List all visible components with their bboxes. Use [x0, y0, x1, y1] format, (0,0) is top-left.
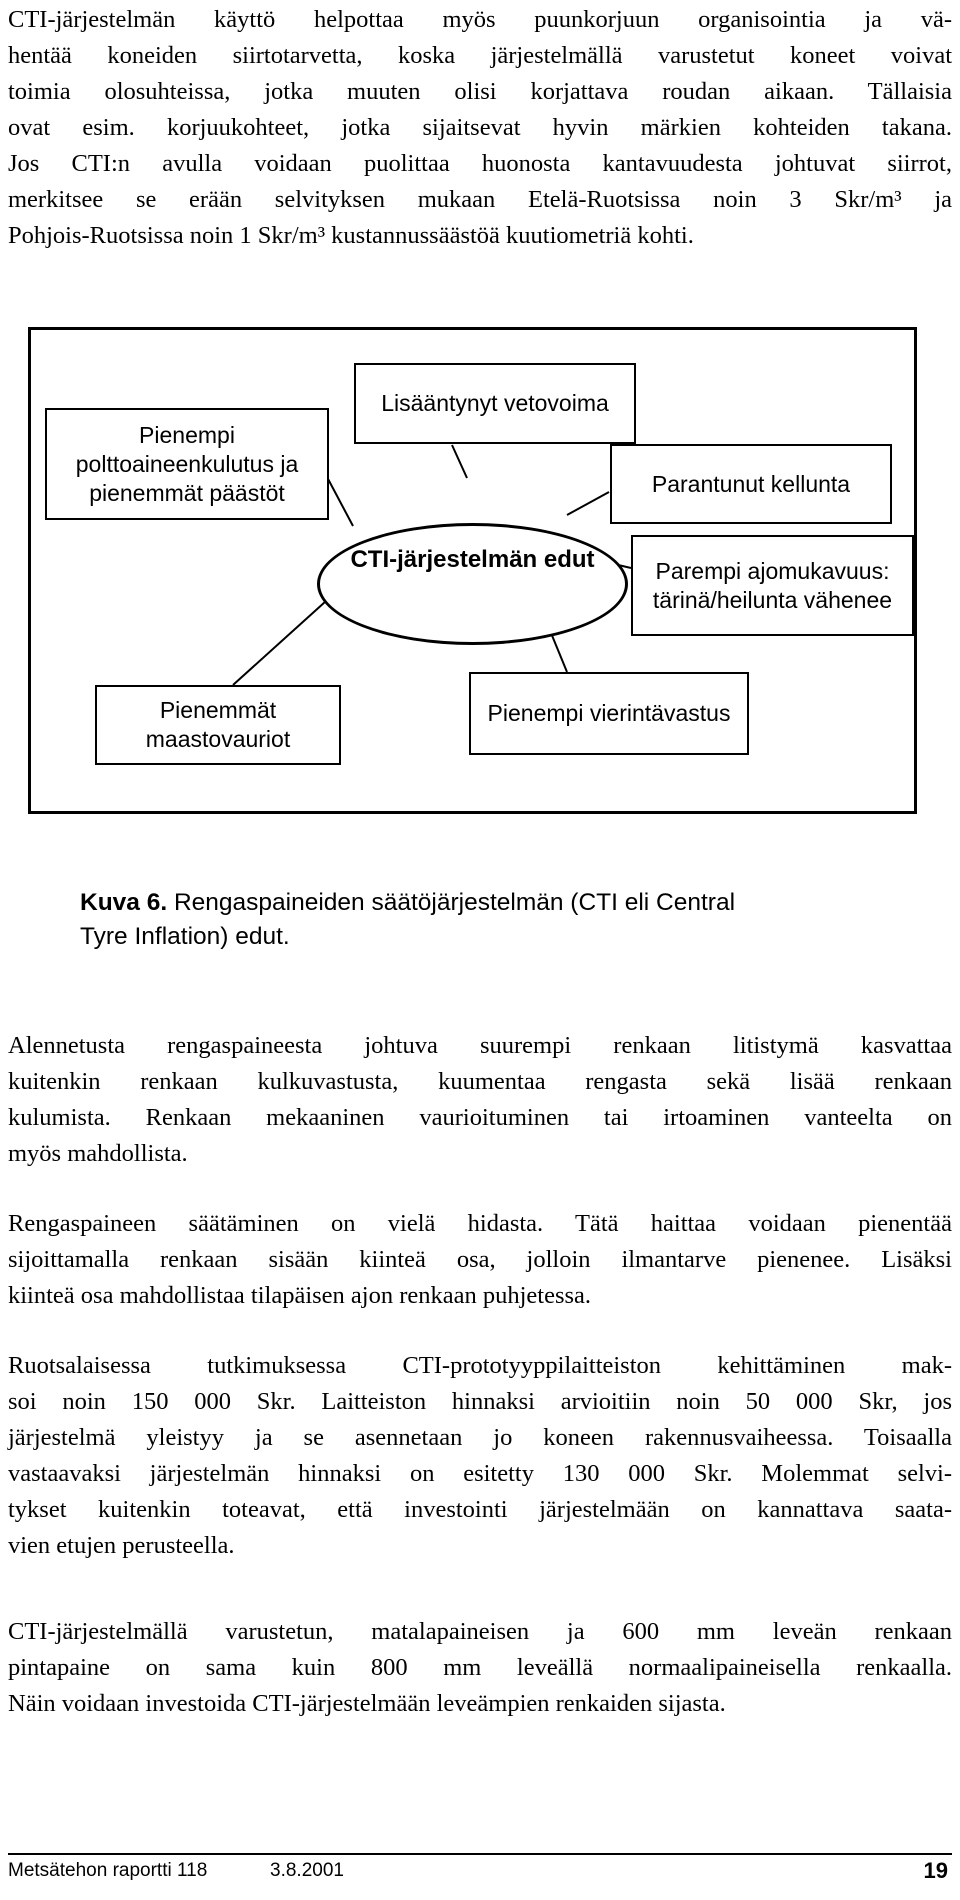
paragraph-tyre-wear: [8, 1028, 952, 1172]
text-line: Rengaspaineen säätäminen on vielä hidasta. Tätä haittaa voidaan pienentää: [8, 1210, 952, 1237]
text-line: vastaavaksi järjestelmän hinnaksi on esitetty 130 000 Skr. Molemmat selvi-: [8, 1460, 952, 1487]
center-label: CTI-järjestelmän edut: [350, 546, 595, 573]
text-line: Ruotsalaisessa tutkimuksessa CTI-prototyyppilaitteiston kehittäminen mak-: [8, 1352, 952, 1379]
text-line: merkitsee se erään selvityksen mukaan Etelä-Ruotsissa noin 3 Skr/m³ ja: [8, 186, 952, 213]
box-flotation: [610, 444, 892, 524]
text-line: kuitenkin renkaan kulkuvastusta, kuumentaa rengasta sekä lisää renkaan: [8, 1068, 952, 1095]
intro-paragraph: [8, 2, 952, 254]
text-line: pintapaine on sama kuin 800 mm leveällä normaalipaineisella renkaalla.: [8, 1654, 952, 1681]
caption-text: Rengaspaineiden säätöjärjestelmän (CTI eli Central: [167, 889, 736, 916]
text-line: toimia olosuhteissa, jotka muuten olisi korjattava roudan aikaan. Tällaisia: [8, 78, 952, 105]
connector-traction: [452, 445, 467, 478]
text-line: Pohjois-Ruotsissa noin 1 Skr/m³ kustannussäästöä kuutiometriä kohti.: [8, 222, 694, 249]
text-line: järjestelmä yleistyy ja se asennetaan jo koneen rakennusvaiheessa. Toisaalla: [8, 1424, 952, 1451]
connector-fuel: [327, 477, 353, 526]
text-line: kulumista. Renkaan mekaaninen vaurioituminen tai irtoaminen vanteelta on: [8, 1104, 952, 1131]
box-fuel-consumption: [45, 408, 329, 520]
box-text: Lisääntynyt vetovoima: [381, 390, 609, 416]
paragraph-tyre-width: [8, 1614, 952, 1722]
connector-rolling: [551, 633, 567, 672]
text-line: sijoittamalla renkaan sisään kiinteä osa, jolloin ilmantarve pienenee. Lisäksi: [8, 1246, 952, 1273]
text-line: vien etujen perusteella.: [8, 1532, 235, 1559]
figure-caption: [80, 886, 900, 954]
box-text: Parempi ajomukavuus:: [655, 557, 890, 584]
box-text: Pienempi vierintävastus: [487, 700, 731, 726]
center-ellipse: [317, 523, 628, 645]
box-driving-comfort: [631, 535, 914, 636]
box-text: polttoaineenkulutus ja: [75, 450, 299, 477]
cti-benefits-diagram: [28, 327, 917, 814]
box-text: pienemmät päästöt: [89, 479, 285, 506]
text-line: myös mahdollista.: [8, 1140, 188, 1167]
caption-label: Kuva 6.: [80, 889, 168, 916]
text-line: CTI-järjestelmällä varustetun, matalapaineisen ja 600 mm leveän renkaan: [8, 1618, 952, 1645]
text-line: Jos CTI:n avulla voidaan puolittaa huonosta kantavuudesta johtuvat siirrot,: [8, 150, 952, 177]
text-line: CTI-järjestelmän käyttö helpottaa myös puunkorjuun organisointia ja vä-: [8, 6, 952, 33]
text-line: soi noin 150 000 Skr. Laitteiston hinnaksi arvioitiin noin 50 000 Skr, jos: [8, 1388, 952, 1415]
paragraph-pressure-adjustment: [8, 1206, 952, 1314]
text-line: hentää koneiden siirtotarvetta, koska järjestelmällä varustetut koneet voivat: [8, 42, 952, 69]
page-footer: [8, 1860, 952, 1888]
caption-text: Tyre Inflation) edut.: [80, 923, 290, 950]
text-line: kiinteä osa mahdollistaa tilapäisen ajon renkaan puhjetessa.: [8, 1282, 592, 1309]
connector-flotation: [567, 492, 609, 515]
text-line: ovat esim. korjuukohteet, jotka sijaitsevat hyvin märkien kohteiden takana.: [8, 114, 952, 141]
text-line: Alennetusta rengaspaineesta johtuva suurempi renkaan litistymä kasvattaa: [8, 1032, 952, 1059]
box-text: maastovauriot: [145, 726, 291, 752]
box-traction: [354, 363, 636, 444]
paragraph-costs: [8, 1348, 952, 1564]
text-line: Näin voidaan investoida CTI-järjestelmään leveämpien renkaiden sijasta.: [8, 1690, 726, 1717]
page-number: 19: [923, 1858, 948, 1883]
footer-date: 3.8.2001: [270, 1860, 344, 1881]
footer-publication: Metsätehon raportti 118: [8, 1860, 208, 1881]
box-text: Pienempi: [139, 421, 235, 448]
box-terrain-damage: [95, 685, 341, 765]
box-text: tärinä/heilunta vähenee: [652, 586, 893, 613]
box-text: Pienemmät: [159, 697, 277, 723]
footer-divider: [8, 1853, 952, 1855]
box-text: Parantunut kellunta: [651, 470, 851, 497]
text-line: tykset kuitenkin toteavat, että investointi järjestelmään on kannattava saata-: [8, 1496, 952, 1523]
box-rolling-resistance: [469, 672, 749, 755]
